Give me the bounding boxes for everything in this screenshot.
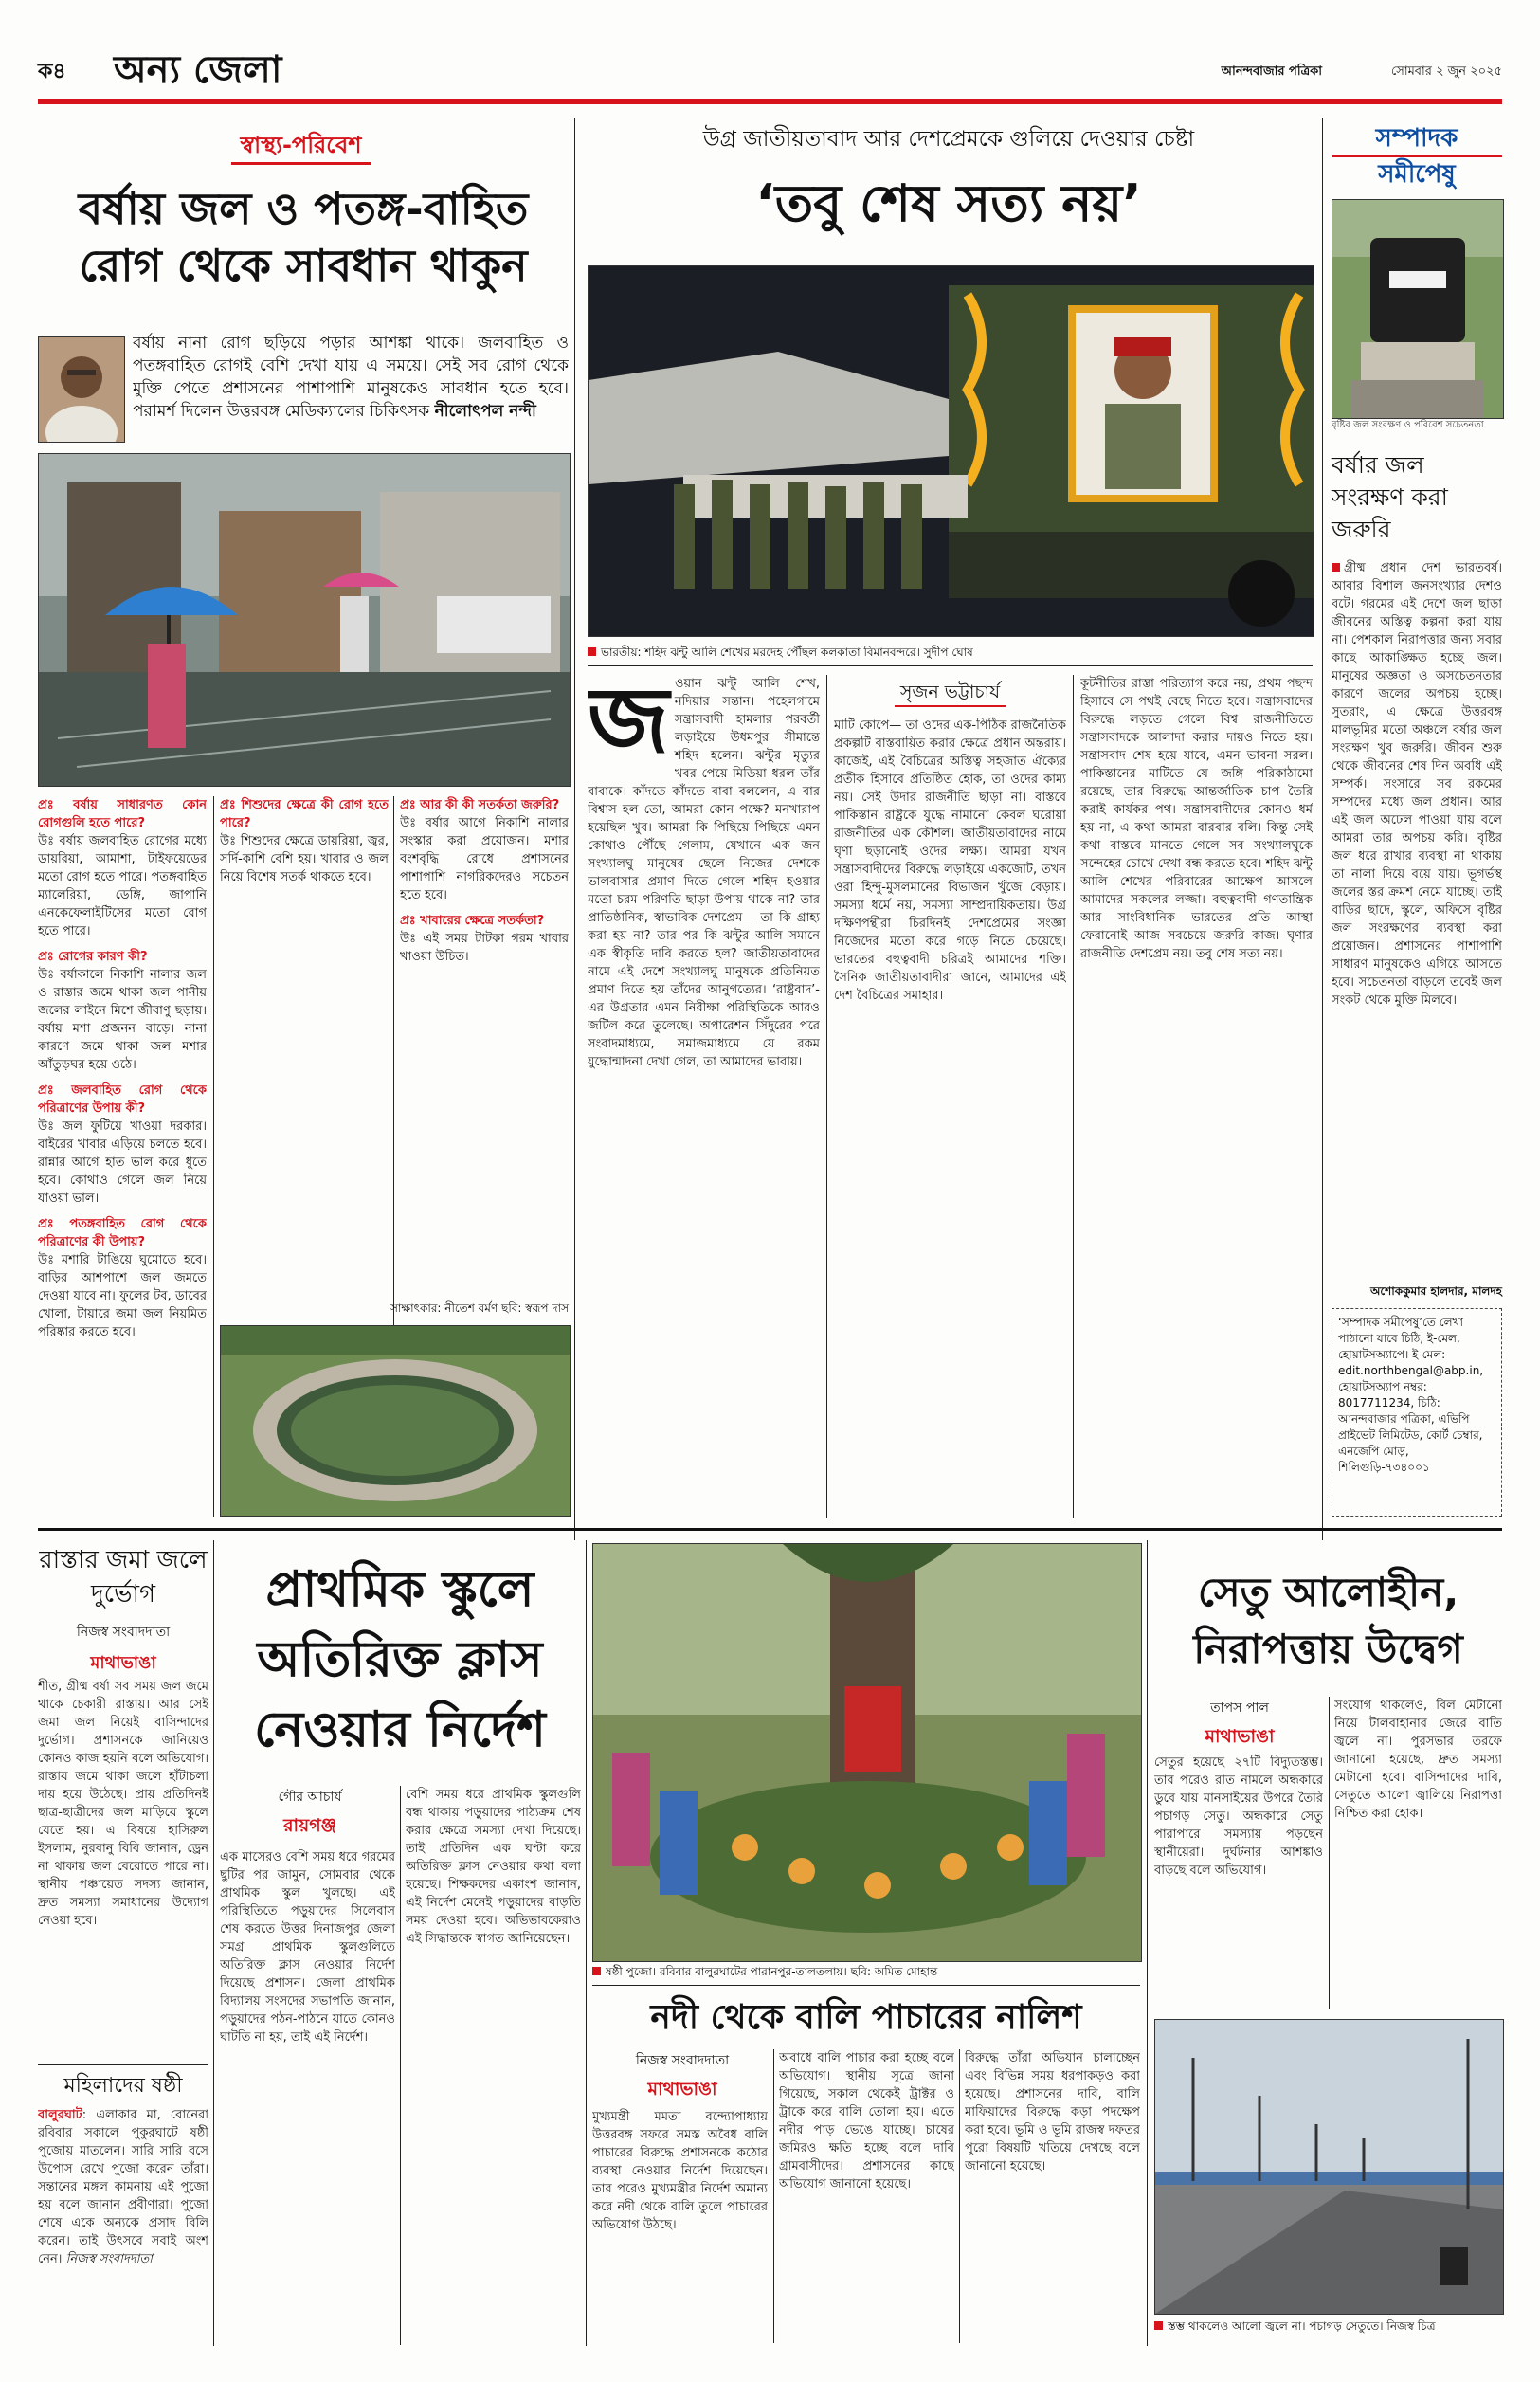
rainy-street-photo: [38, 453, 571, 787]
column-rule: [586, 1540, 587, 2346]
column-rule: [393, 796, 394, 1327]
column-rule: [400, 1786, 401, 2345]
bullet-square-icon: [1332, 563, 1340, 572]
person-photo-icon: [39, 337, 124, 442]
doctor-name: নীলোৎপল নন্দী: [434, 402, 536, 421]
editorial-headline: বর্ষার জল সংরক্ষণ করা জরুরি: [1332, 451, 1448, 543]
puja-photo-caption: ষষ্ঠী পুজো। রবিবার বালুরঘাটের পারানপুর-তালতলায়। ছবি: অমিত মোহান্ত: [592, 1964, 1140, 1979]
health-qa-col-3: [400, 796, 569, 1327]
qa-item: প্রঃ শিশুদের ক্ষেত্রে কী রোগ হতে পারে? উঃ শিশুদের ক্ষেত্রে ডায়রিয়া, জ্বর, সর্দি-কাশি বেশি হয়। খাবার ও জল নিয়ে বিশেষ সতর্ক থাকতে হবে।: [220, 798, 389, 884]
editorial-body: গ্রীষ্ম প্রধান দেশ ভারতবর্ষ। আবার বিশাল জনসংখ্যার দেশও বটে। গরমের এই দেশে জল ছাড়া জীবনের অস্তিত্ব কল্পনা করা যায় না। পেশকাল নিরাপত্তার জন্য সবার কাছে আকাঙ্ক্ষিত হচ্ছে জল। মানুষের অজ্ঞতা ও অসচেতনতার কারণে জলের অপচয় হচ্ছে। সুতরাং, এ ক্ষেত্রে উত্তরবঙ্গ মালভূমির মতো অঞ্চলে বর্ষার জল সংরক্ষণ খুব জরুরি। জীবন শুরু থেকে জীবনের শেষ দিন অবধি এই সম্পর্ক। সংসারে সব রকমের সম্পদের মধ্যে জল প্রধান। আর এই জল অঢেল পাওয়া যায় বলে আমরা তার অপচয় করি। বৃষ্টির জল ধরে রাখার ব্যবস্থা না থাকায় তা নালা দিয়ে বয়ে যায়। ভূগর্ভস্থ জলের স্তর ক্রমশ নেমে যাচ্ছে। তাই বাড়ির ছাদে, স্কুলে, অফিসে বৃষ্টির জল সংরক্ষণের ব্যবস্থা করা প্রয়োজন। প্রশাসনের পাশাপাশি সাধারণ মানুষকেও এগিয়ে আসতে হবে। সচেতনতা বাড়লে তবেই জল সংকট থেকে মুক্তি মিলবে।: [1332, 561, 1502, 1008]
caption-rule: [588, 665, 1313, 666]
editorial-title: সম্পাদক সমীপেষু: [1332, 121, 1502, 191]
masthead: [38, 38, 1502, 95]
tank-label: বৃষ্টির জল সংরক্ষণ ও পরিবেশ সচেতনতা: [1332, 420, 1484, 430]
health-intro: বর্ষায় নানা রোগ ছড়িয়ে পড়ার আশঙ্কা থাকে। জলবাহিত ও পতঙ্গবাহিত রোগই বেশি দেখা যায় এ সময়ে। সেই সব রোগ থেকে মুক্তি পেতে প্রশাসনের পাশাপাশি মানুষকেও সাবধান হতে হবে। পরামর্শ দিলেন উত্তরবঙ্গ মেডিক্যালের চিকিৎসক নীলোৎপল নন্দী: [133, 334, 569, 421]
column-rule: [773, 2049, 774, 2343]
caption-rule: [592, 1985, 1140, 1986]
school-col-1: এক মাসেরও বেশি সময় ধরে গরমের ছুটির পর জামুন, সোমবার থেকে প্রাথমিক স্কুল খুলছে। এই পরিস্থিতিতে পড়ুয়াদের সিলেবাস শেষ করতে উত্তর দিনাজপুর জেলা সমগ্র প্রাথমিক স্কুলগুলিতে অতিরিক্ত ক্লাস নেওয়ার নির্দেশ দিয়েছে প্রশাসন। জেলা প্রাথমিক বিদ্যালয় সংসদের সভাপতি জানান, পড়ুয়াদের পঠন-পাঠনে যাতে কোনও ঘাটতি না হয়, তাই এই নির্দেশ।: [220, 1850, 395, 2045]
sand-byline: নিজস্ব সংবাদদাতা মাথাভাঙা: [635, 2053, 730, 2100]
road-headline: রাস্তার জমা জলে দুর্ভোগ: [39, 1546, 208, 1609]
health-headline: বর্ষায় জল ও পতঙ্গ-বাহিত রোগ থেকে সাবধান থাকুন: [78, 183, 529, 291]
column-rule: [574, 118, 575, 1540]
water-tank-photo: [220, 1325, 571, 1517]
bridge-col-2: সংযোগ থাকলেও, বিল মেটানো নিয়ে টালবাহানার জেরে বাতি জ্বলে না। পুরসভার তরফে জানানো হয়েছে, দ্রুত সমস্যা মেটানো হবে। বাসিন্দাদের দাবি, সেতুতে আলো জ্বালিয়ে নিরাপত্তা নিশ্চিত করা হোক।: [1334, 1699, 1502, 1821]
lead-col-1: জ ওয়ান ঝন্টু আলি শেখ, নদিয়ার সন্তান। পহেলগামে সন্ত্রাসবাদী হামলার পরবর্তী লড়াইয়ে উধমপুর সীমান্তে শহিদ হলেন। ঝন্টুর মৃত্যুর খবর পেয়ে মিডিয়া ধরল তাঁর বাবাকে। কাঁদতে কাঁদতে বাবা বললেন, এ বার বিশ্বাস হল তো, আমরা কোন পক্ষে? মনখারাপ হয়েছিল খুব। আমরা কি পিছিয়ে পিছিয়ে এমন কোথাও পৌঁছে গেলাম, যেখানে এক জন সংখ্যালঘু মানুষের ছেলে নিজের দেশকে ভালবাসার প্রমাণ দিতে গেলে শহিদ হওয়ার মতো চরম পরিণতি ছাড়া উপায় থাকে না? তার প্রাতিষ্ঠানিক, স্বাভাবিক দেশপ্রেম— তা কি গ্রাহ্য করা হয় না? তার পর কি ঝন্টুর আলি সমানে এক স্বীকৃতি দাবি করতে হল? জাতীয়তাবাদের নামে এই দেশে সংখ্যালঘু মানুষকে প্রতিনিয়ত প্রমাণ দিতে হয় তাঁদের আনুগত্যের। ‘রাষ্ট্রবাদ’-এর উগ্রতার এমন নিরীক্ষা পরিস্থিতিকে আরও জটিল করে তুলেছে। অপারেশন সিঁদুরের পরে সংবাদমাধ্যমে, সমাজমাধ্যমে যে রকম যুদ্ধোন্মাদনা দেখা গেল, তা আমাদের ভাবায়।: [588, 675, 820, 1069]
lead-photo-caption: ভারতীয়: শহিদ ঝন্টু আলি শেখের মরদেহ পৌঁছল কলকাতা বিমানবন্দরে। সুদীপ ঘোষ: [588, 645, 1313, 660]
issue-date: সোমবার ২ জুন ২০২৫: [1390, 64, 1502, 79]
editorial-signature: অশোককুমার হালদার, মালদহ: [1369, 1284, 1502, 1298]
editorial-contact-box: ‘সম্পাদক সমীপেষু’তে লেখা পাঠানো যাবে চিঠি, ই-মেল, হোয়াটসঅ্যাপে। ই-মেল: edit.northbengal@abp.in, হোয়াটসঅ্যাপ নম্বর: 8017711234, চিঠি: আনন্দবাজার পত্রিকা, এভিপি প্রাইভেট লিমিটেড, কোর্ট চেম্বার, এনজেপি মোড়, শিলিগুড়ি-৭৩৪০০১: [1332, 1308, 1502, 1517]
puja-gathering-illustration-icon: [593, 1544, 1141, 1961]
health-kicker: স্বাস্থ্য-পরিবেশ: [38, 128, 564, 166]
bridge-headline: সেতু আলোহীন, নিরাপত্তায় উদ্বেগ: [1193, 1569, 1463, 1672]
rain-umbrella-illustration-icon: [39, 454, 570, 786]
doctor-portrait: [38, 336, 125, 443]
lead-author: সৃজন ভট্টাচার্য: [834, 679, 1066, 709]
school-byline: গৌর আচার্য রায়গঞ্জ: [278, 1790, 342, 1836]
qa-item: প্রঃ পতঙ্গবাহিত রোগ থেকে পরিত্রাণের কী উপায়? উঃ মশারি টাঙিয়ে ঘুমোতে হবে। বাড়ির আশপাশে জল জমতে দেওয়া যাবে না। ফুলের টব, ডাবের খোলা, টায়ারে জমা জল নিয়মিত পরিষ্কার করতে হবে।: [38, 1217, 207, 1339]
column-rule: [1329, 1697, 1330, 2009]
column-rule: [1322, 118, 1323, 1540]
bridge-byline: তাপস পাল মাথাভাঙা: [1205, 1700, 1275, 1747]
shashthi-puja-photo: [592, 1543, 1142, 1962]
sand-headline: নদী থেকে বালি পাচারের নালিশ: [650, 1998, 1082, 2037]
qa-item: প্রঃ খাবারের ক্ষেত্রে সতর্কতা? উঃ এই সময় টাটকা গরম খাবার খাওয়া উচিত।: [400, 914, 569, 964]
health-qa-col-1: [38, 796, 207, 1592]
page-number: ক৪: [38, 60, 66, 83]
masthead-rule-red: [38, 99, 1502, 104]
bridge-photo-caption: স্তম্ভ থাকলেও আলো জ্বলে না। পচাগড় সেতুতে। নিজস্ব চিত্র: [1154, 2318, 1502, 2334]
lead-col-3: কূটনীতির রাস্তা পরিত্যাগ করে নয়, প্রথম পছন্দ হিসাবে সে পথই বেছে নিতে হবে। সন্ত্রাসবাদের বিরুদ্ধে লড়তে গেলে বিশ্ব রাজনীতিতে সন্ত্রাসবাদকে আলাদা করার দায়ও নিতে হয়। সন্ত্রাসবাদ শেষ হয়ে যাবে, এমন ভাবনা সরল। পাকিস্তানের মাটিতে যে জঙ্গি পরিকাঠামো রয়েছে, তার বিরুদ্ধে আন্তর্জাতিক চাপ তৈরি করাই কার্যকর পথ। সন্ত্রাসবাদীদের কোনও ধর্ম হয় না, এ কথা আমরা বারবার বলি। কিন্তু সেই কথা বাস্তবে মানতে গেলে সব সংখ্যালঘুকে সন্দেহের চোখে দেখা বন্ধ করতে হবে। শহিদ ঝন্টু আলি শেখের পরিবারের আক্ষেপ আসলে আমাদের সকলের লজ্জা। বহুত্ববাদী গণতান্ত্রিক আর সাংবিধানিক ভারতের প্রতি আস্থা ফেরানোই আজ সবচেয়ে জরুরি কাজ। ঘৃণার রাজনীতি দেশপ্রেম নয়। তবু শেষ সত্য নয়।: [1080, 677, 1313, 961]
sand-col-1: মুখ্যমন্ত্রী মমতা বন্দ্যোপাধ্যায় উত্তরবঙ্গ সফরে সমস্ত অবৈধ বালি পাচারের বিরুদ্ধে প্রশাসনকে কঠোর ব্যবস্থা নেওয়ার নির্দেশ দিয়েছেন। তার পরেও মুখ্যমন্ত্রীর নির্দেশ অমান্য করে নদী থেকে বালি তুলে পাচারের অভিযোগ উঠছে।: [592, 2110, 768, 2232]
road-byline: নিজস্ব সংবাদদাতা মাথাভাঙা: [76, 1625, 171, 1673]
caption-square-icon: [1154, 2321, 1163, 2330]
bridge-lamp-posts-illustration-icon: [1155, 2020, 1503, 2314]
lead-headline: ‘তবু শেষ সত্য নয়’: [755, 173, 1142, 233]
qa-item: প্রঃ বর্ষায় সাধারণত কোন রোগগুলি হতে পারে? উঃ বর্ষায় জলবাহিত রোগের মধ্যে ডায়রিয়া, আমাশা, টাইফয়েডের মতো রোগ হতে পারে। পতঙ্গবাহিত ম্যালেরিয়া, ডেঙ্গি, জাপানি এনকেফেলাইটিসের মতো রোগ হতে পারে।: [38, 798, 207, 938]
school-headline: প্রাথমিক স্কুলে অতিরিক্ত ক্লাস নেওয়ার নির্দেশ: [254, 1561, 546, 1758]
paper-name: আনন্দবাজার পত্রিকা: [1221, 64, 1322, 79]
sand-col-2: অবাধে বালি পাচার করা হচ্ছে বলে অভিযোগ। স্থানীয় সূত্রে জানা গিয়েছে, সকাল থেকেই ট্রাক্টর ও ট্রাকে করে বালি তোলা হয়। এতে নদীর পাড় ভেঙে যাচ্ছে। চাষের জমিরও ক্ষতি হচ্ছে বলে দাবি গ্রামবাসীদের। প্রশাসনের কাছে অভিযোগ জানানো হয়েছে।: [779, 2051, 954, 2191]
health-qa-col-2: [220, 796, 389, 1327]
column-rule: [213, 1540, 214, 2346]
column-rule: [1147, 1540, 1148, 2346]
qa-item: প্রঃ আর কী কী সতর্কতা জরুরি? উঃ বর্ষার আগে নিকাশি নালার সংস্কার করা প্রয়োজন। মশার বংশবৃদ্ধি রোধে প্রশাসনের পাশাপাশি নাগরিকদেরও সচেতন হতে হবে।: [400, 798, 569, 902]
article-divider: [38, 2064, 208, 2065]
well-illustration-icon: [221, 1326, 570, 1516]
water-tank-photo: [1332, 199, 1504, 419]
section-divider: [38, 1528, 1502, 1531]
lead-kicker: উগ্র জাতীয়তাবাদ আর দেশপ্রেমকে গুলিয়ে দেওয়ার চেষ্টা: [702, 127, 1195, 152]
women-body: বালুরঘাট: এলাকার মা, বোনেরা রবিবার সকালে পুকুরঘাটে ষষ্ঠী পুজোয় মাতলেন। সারি সারি বসে উপোস রেখে পুজো করেন তাঁরা। সন্তানের মঙ্গল কামনায় এই পুজো হয় বলে জানান প্রবীণারা। পুজো শেষে একে অন্যকে প্রসাদ বিলি করেন। তাই উৎসবে সবাই অংশ নেন। নিজস্ব সংবাদদাতা: [38, 2108, 208, 2266]
column-rule: [826, 675, 827, 1518]
lead-col-2: মাটি কোপে— তা ওদের এক-পিঠিক রাজনৈতিক প্রকল্পটি বাস্তবায়িত করার ক্ষেত্রে প্রধান অন্তরায়। কাজেই, এই বৈচিত্রের অস্তিত্ব সহজাত ঐক্যের প্রতীক হিসাবে প্রতিষ্ঠিত হোক, তা ওদের কাম্য নয়। সেই উদার রাজনীতি ছাড়া না। বাস্তবে পাকিস্তান রাষ্ট্রকে যুদ্ধে নামানো কেবল ঘরোয়া রাজনীতির এক কৌশল। জাতীয়তাবাদের নামে ঘৃণা ছড়ানোই ওদের লক্ষ্য। আমরা যখন সন্ত্রাসবাদীদের বিরুদ্ধে লড়াইয়ে একজোট, তখন ওরা হিন্দু-মুসলমানের বিভাজন খুঁজে বেড়ায়। সমস্যা ধর্মে নয়, সমস্যা সাম্প্রদায়িকতায়। উগ্র দক্ষিণপন্থীরা চিরদিনই দেশপ্রেমের সংজ্ঞা নিজেদের মতো করে গড়ে নিতে চেয়েছে। ভারতের বহুত্ববাদী চরিত্রই আমাদের শক্তি। সৈনিক জাতীয়তাবাদীরা জানে, আমাদের এই দেশ বৈচিত্রের সমাহার।: [834, 718, 1066, 1003]
sand-col-3: বিরুদ্ধে তাঁরা অভিযান চালাচ্ছেন এবং বিভিন্ন সময় ধরপাকড়ও করা হয়েছে। প্রশাসনের দাবি, বালি মাফিয়াদের বিরুদ্ধে কড়া পদক্ষেপ করা হবে। ভূমি ও ভূমি রাজস্ব দফতর পুরো বিষয়টি খতিয়ে দেখছে বলে জানানো হয়েছে।: [965, 2051, 1140, 2173]
health-credit: সাক্ষাৎকার: নীতেশ বর্মণ ছবি: স্বরূপ দাস: [390, 1301, 569, 1315]
women-headline: মহিলাদের ষষ্ঠী: [63, 2074, 183, 2098]
qa-item: প্রঃ জলবাহিত রোগ থেকে পরিত্রাণের উপায় কী? উঃ জল ফুটিয়ে খাওয়া দরকার। বাইরের খাবার এড়িয়ে চলতে হবে। রান্নার আগে হাত ভাল করে ধুতে হবে। কোথাও গেলে জল নিয়ে যাওয়া ভাল।: [38, 1083, 207, 1206]
bridge-col-1: সেতুর হয়েছে ২৭টি বিদ্যুতস্তম্ভ। তার পরেও রাত নামলে অন্ধকারে ডুবে যায় মানসাইয়ের উপরে তৈরি পচাগড় সেতু। অন্ধকারে সেতু পারাপারে সমস্যায় পড়ছেন স্থানীয়েরা। দুর্ঘটনার আশঙ্কাও বাড়ছে বলে অভিযোগ।: [1154, 1755, 1323, 1878]
bridge-photo: [1154, 2019, 1504, 2315]
road-body: শীত, গ্রীষ্ম বর্ষা সব সময় জল জমে থাকে চেকারী রাস্তায়। আর সেই জমা জল নিয়েই বাসিন্দাদের দুর্ভোগ। প্রশাসনকে জানিয়েও কোনও কাজ হয়নি বলে অভিযোগ। রাস্তায় জমে থাকা জলে হাঁটাচলা দায় হয়ে উঠেছে। প্রায় প্রতিদিনই ছাত্র-ছাত্রীদের জল মাড়িয়ে স্কুলে যেতে হয়। এ বিষয়ে হাসিরুল ইসলাম, নুরবানু বিবি জানান, ড্রেন না থাকায় জল বেরোতে পারে না। স্থানীয় পঞ্চায়েত সদস্য জানান, দ্রুত সমস্যা সমাধানের উদ্যোগ নেওয়া হবে।: [38, 1680, 208, 1928]
soldiers-coffin-illustration-icon: [589, 266, 1314, 636]
column-rule: [213, 796, 214, 1517]
caption-square-icon: [592, 1967, 601, 1975]
column-rule: [1073, 675, 1074, 1518]
section-title: অন্য জেলা: [114, 48, 282, 92]
water-tank-illustration-icon: [1332, 200, 1503, 418]
school-col-2: বেশি সময় ধরে প্রাথমিক স্কুলগুলি বন্ধ থাকায় পড়ুয়াদের পাঠ্যক্রম শেষ করার ক্ষেত্রে সমস্যা দেখা দিয়েছে। তাই প্রতিদিন এক ঘণ্টা করে অতিরিক্ত ক্লাস নেওয়ার কথা বলা হয়েছে। শিক্ষকদের একাংশ জানান, এই নির্দেশ মেনেই পড়ুয়াদের বাড়তি সময় দেওয়া হবে। অভিভাবকেরাও এই সিদ্ধান্তকে স্বাগত জানিয়েছেন।: [406, 1788, 581, 1946]
martyr-tribute-photo: [588, 265, 1314, 637]
qa-item: প্রঃ রোগের কারণ কী? উঃ বর্ষাকালে নিকাশি নালার জল ও রাস্তার জমে থাকা জল পানীয় জলের লাইনে মিশে জীবাণু ছড়ায়। বর্ষায় মশা প্রজনন বাড়ে। নানা কারণে জমে থাকা জল মশার আঁতুড়ঘর হয়ে ওঠে।: [38, 950, 207, 1072]
column-rule: [959, 2049, 960, 2343]
lead-dropcap: জ: [588, 675, 669, 773]
caption-square-icon: [588, 647, 596, 656]
